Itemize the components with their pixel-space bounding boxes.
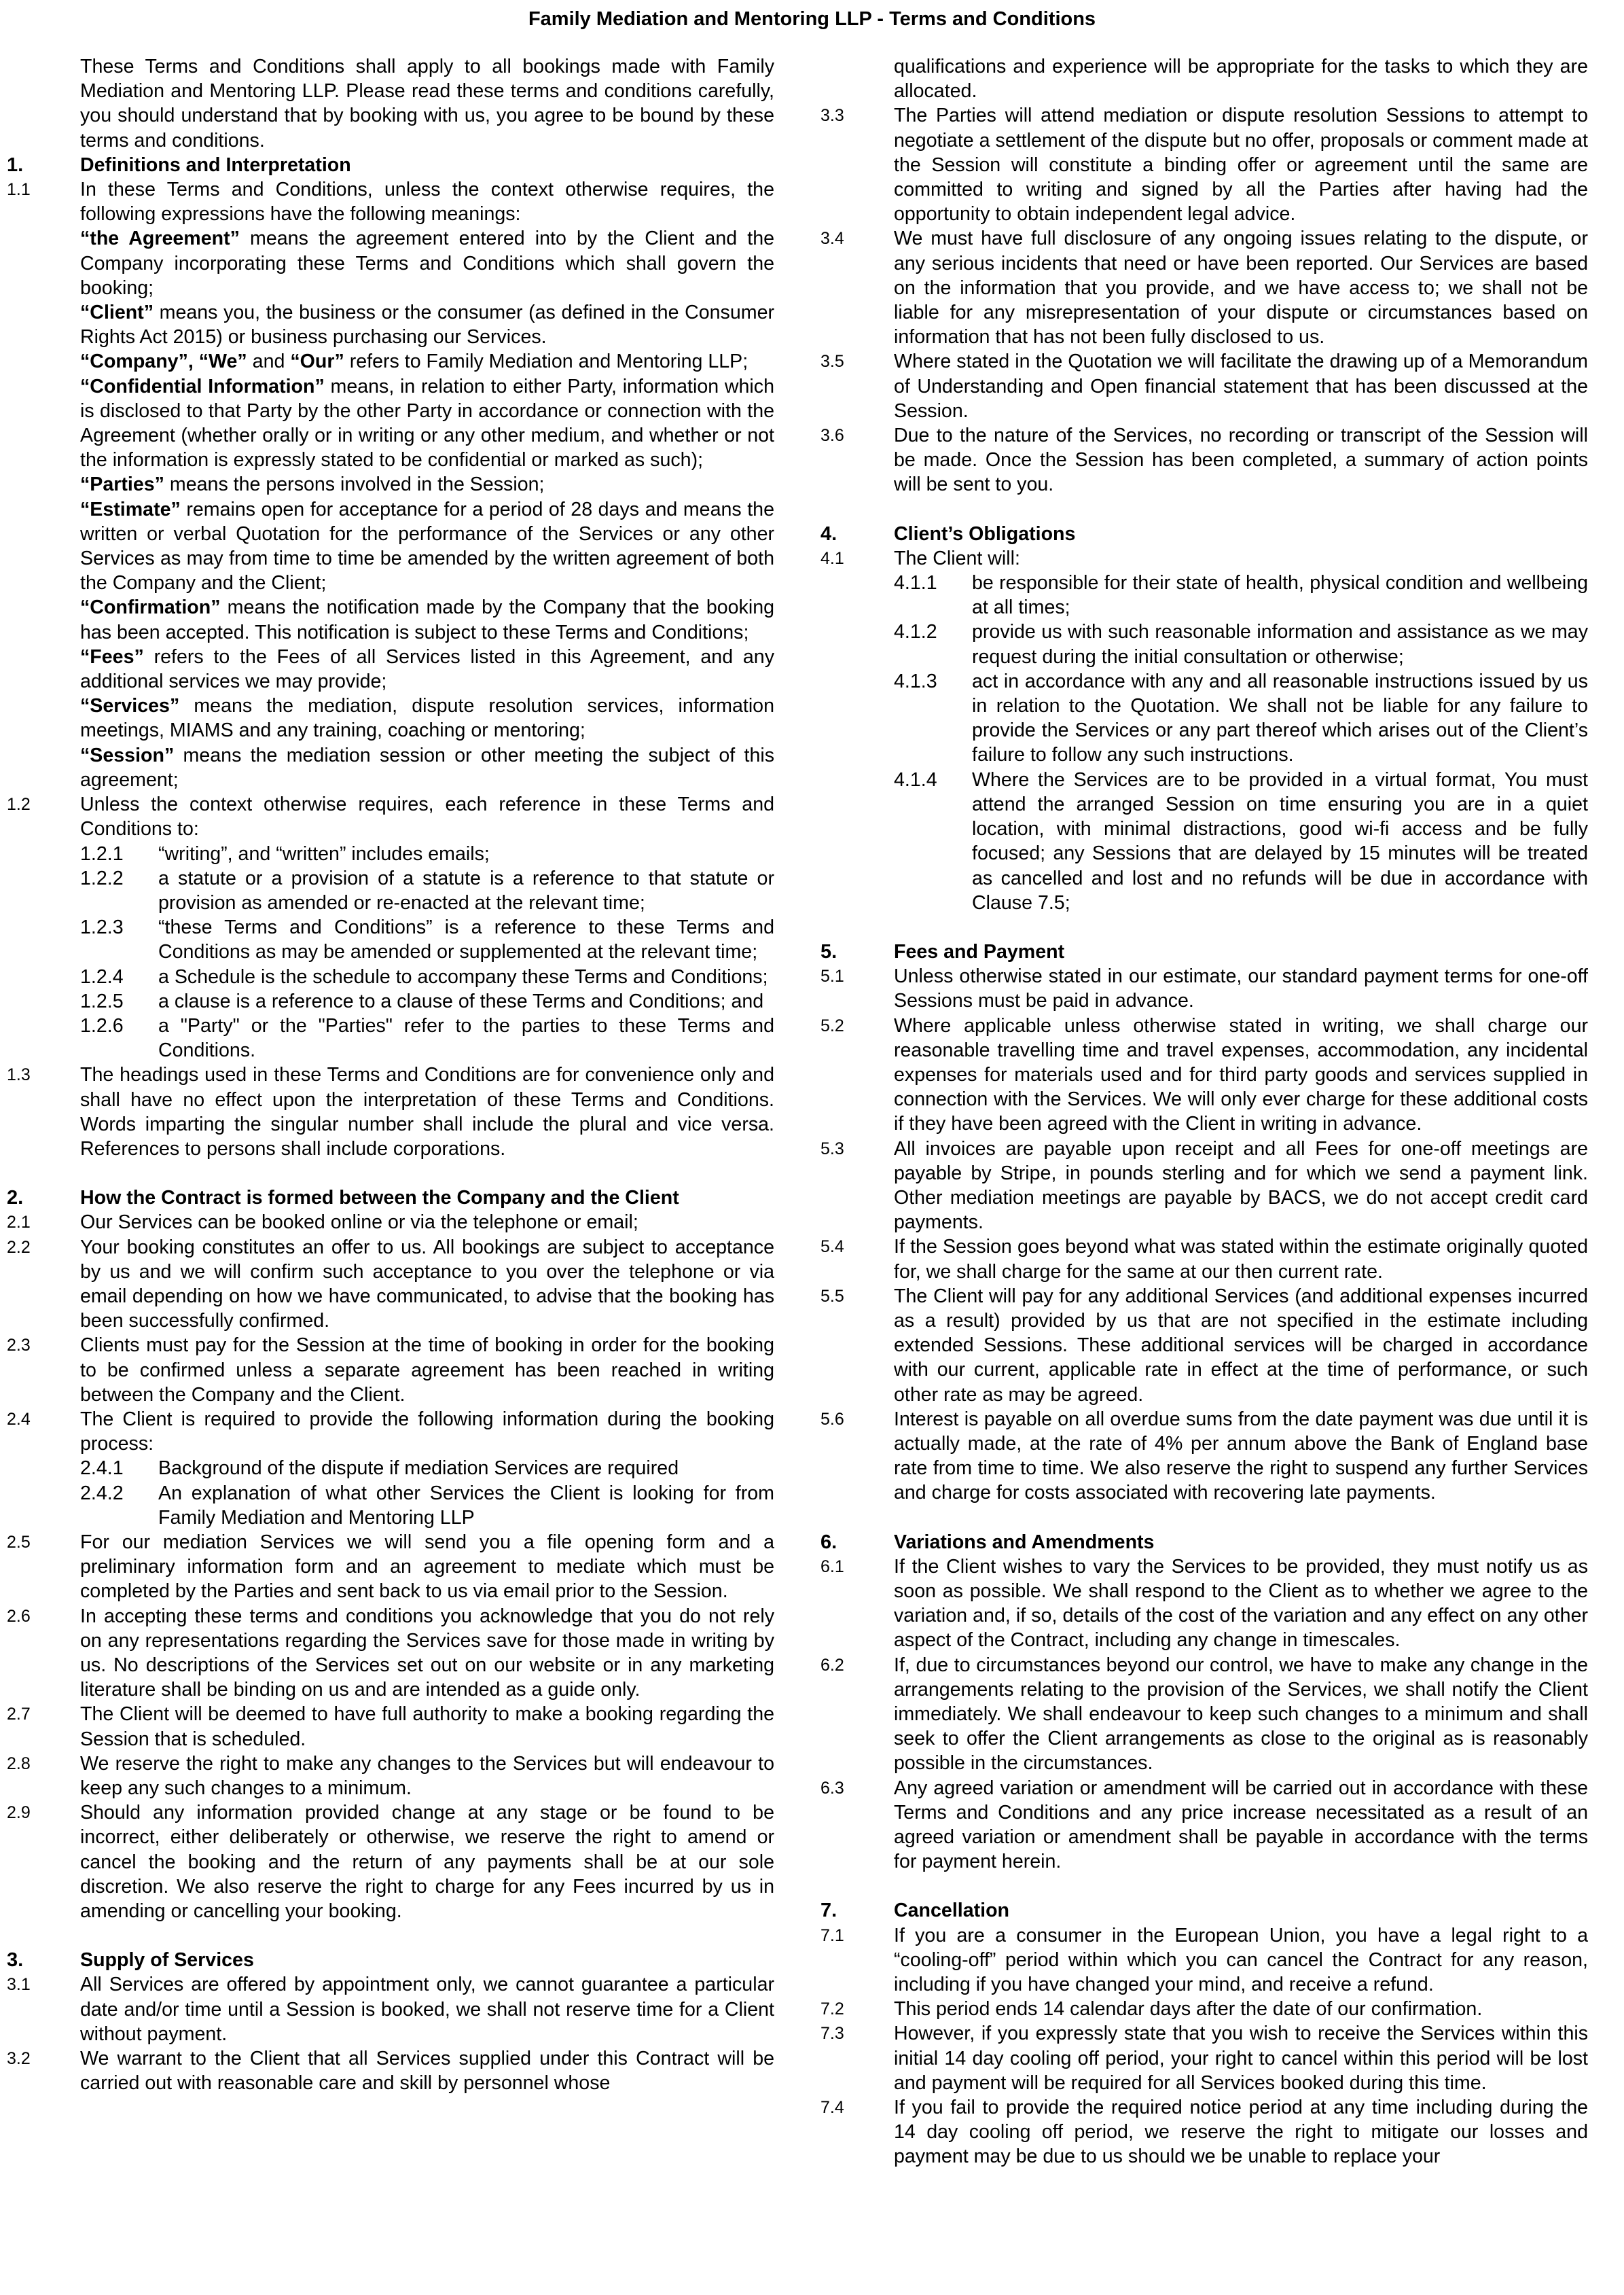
- clause-text: For our mediation Services we will send you a file opening form and a preliminary information form and an agreement to mediate which must be completed by the Parties and sent back to us via email prior to the Session.: [80, 1531, 774, 1603]
- clause-5-5: [820, 1284, 1588, 1407]
- definition-text: refers to the Fees of all Services listed in this Agreement, and any additional services we may provide;: [80, 645, 774, 693]
- subclause-text: a Schedule is the schedule to accompany these Terms and Conditions;: [158, 965, 768, 988]
- clause-text: If you are a consumer in the European Union, you have a legal right to a “cooling-off” period within which you can cancel the Contract for any reason, including if you have changed your mind, and receive a refund.: [894, 1924, 1588, 1996]
- definition-text: means the agreement entered into by the Client and the Company incorporating these Terms and Conditions which shall govern the booking;: [80, 228, 775, 299]
- subclause-number: 2.4.2: [80, 1482, 124, 1504]
- subclause-4-1-4: [894, 768, 1588, 915]
- definition-term: “Our”: [290, 351, 344, 373]
- clause-text: The Client will be deemed to have full authority to make a booking regarding the Session that is scheduled.: [80, 1703, 774, 1750]
- definition-term: “Services”: [80, 695, 180, 717]
- subclause-text: Background of the dispute if mediation Services are required: [158, 1457, 679, 1480]
- clause-text: However, if you expressly state that you wish to receive the Services within this initial 14 day cooling off period, your right to cancel within this period will be lost and payment will be required for all Services booked during this time.: [894, 2023, 1588, 2094]
- clause-text: If the Session goes beyond what was stated within the estimate originally quoted for, we shall charge for the same at our then current rate.: [894, 1236, 1588, 1283]
- clause-number: 6.1: [820, 1556, 844, 1576]
- clause-text: The Client will pay for any additional Services (and additional expenses incurred as a result) provided by us that are not specified in the estimate including extended Sessions. These additional services will be charged in accordance with our current, applicable rate in effect at the time of performance, or such other rate as may be agreed.: [894, 1285, 1588, 1406]
- clause-2-4-sublist: [80, 1456, 774, 1530]
- clause-2-6: [7, 1604, 774, 1703]
- clause-5-1: [820, 964, 1588, 1013]
- clause-number: 2.4: [7, 1409, 31, 1429]
- subclause-text: a statute or a provision of a statute is a reference to that statute or provision as amended or re-enacted at the relevant time;: [158, 867, 774, 914]
- definition-term: “Client”: [80, 302, 154, 324]
- subclause-2-4-2: [80, 1481, 774, 1530]
- section-heading-7: 7. Cancellation: [820, 1900, 1010, 1922]
- definition-item: [80, 595, 774, 644]
- definition-item: [80, 226, 774, 300]
- clause-number: 2.6: [7, 1606, 31, 1626]
- clause-text: Should any information provided change at any stage or be found to be incorrect, either deliberately or otherwise, we reserve the right to amend or cancel the booking and the return of any payments shall be at our sole discretion. We also reserve the right to charge for any Fees incurred by us in amending or cancelling your booking.: [80, 1802, 774, 1923]
- intro-paragraph: These Terms and Conditions shall apply to all bookings made with Family Mediation and Mentoring LLP. Please read these terms and conditions carefully, you should understand that by booking with us, you agree to be bound by these terms and conditions.: [80, 56, 774, 152]
- section-heading-6: 6. Variations and Amendments: [820, 1531, 1155, 1553]
- clause-number: 2.3: [7, 1336, 31, 1355]
- clause-7-2: [820, 1997, 1588, 2021]
- clause-number: 3.3: [820, 106, 844, 126]
- section-heading-2: 2. How the Contract is formed between the Company and the Client: [7, 1187, 679, 1209]
- section-2-clauses: [7, 1210, 774, 1456]
- clause-5-3: [820, 1137, 1588, 1235]
- definition-item: [80, 694, 774, 743]
- subclause-1-2-2: [80, 866, 774, 915]
- clause-number: 3.6: [820, 426, 844, 446]
- clause-text: In accepting these terms and conditions you acknowledge that you do not rely on any representations regarding the Services save for those made in writing by us. No descriptions of the Services set out on our website or in any marketing literature shall be binding on us and are intended as a guide only.: [80, 1605, 774, 1701]
- clause-2-4: [7, 1407, 774, 1456]
- clause-number: 2.2: [7, 1237, 31, 1257]
- clause-text: All invoices are payable upon receipt and all Fees for one-off meetings are payable by Stripe, in pounds sterling and for which we send a payment link. Other mediation meetings are payable by BACS, we do not accept credit card payments.: [894, 1137, 1588, 1234]
- subclause-text: “writing”, and “written” includes emails;: [158, 842, 490, 865]
- definition-text: means the mediation, dispute resolution services, information meetings, MIAMS and any training, coaching or mentoring;: [80, 695, 774, 742]
- definition-text: means the mediation session or other meeting the subject of this agreement;: [80, 744, 774, 791]
- clause-text: Interest is payable on all overdue sums from the date payment was due until it is actually made, at the rate of 4% per annum above the Bank of England base rate from time to time. We also reserve the right to suspend any further Services and charge for costs associated with recovering late payments.: [894, 1408, 1588, 1504]
- clause-3-5: [820, 349, 1588, 423]
- section-6-clauses: [820, 1554, 1588, 1874]
- clause-7-1: [820, 1923, 1588, 1997]
- subclause-text: provide us with such reasonable information and assistance as we may request during the initial consultation or otherwise;: [972, 621, 1588, 668]
- clause-number: 2.1: [7, 1213, 31, 1232]
- clause-text: Our Services can be booked online or via the telephone or email;: [80, 1211, 638, 1234]
- clause-6-1: [820, 1554, 1588, 1653]
- clause-7-4: [820, 2095, 1588, 2169]
- subclause-1-2-6: [80, 1014, 774, 1063]
- definition-text: means you, the business or the consumer (as defined in the Consumer Rights Act 2015) or business purchasing our Services.: [80, 302, 774, 349]
- section-heading-4: 4. Client’s Obligations: [820, 522, 1076, 545]
- clause-number: 6.2: [820, 1655, 844, 1675]
- subclause-number: 1.2.1: [80, 842, 124, 865]
- subclause-text: “these Terms and Conditions” is a reference to these Terms and Conditions as may be amended or supplemented at the relevant time;: [158, 917, 774, 963]
- clause-2-9: [7, 1800, 774, 1923]
- clause-3-2-continued: qualifications and experience will be appropriate for the tasks to which they are allocated.: [894, 56, 1588, 103]
- clause-5-6: [820, 1407, 1588, 1506]
- clause-2-8: [7, 1751, 774, 1800]
- definition-item: [80, 645, 774, 694]
- subclause-number: 4.1.1: [894, 572, 937, 594]
- definition-term: “the Agreement”: [80, 228, 240, 250]
- clause-text: Clients must pay for the Session at the time of booking in order for the booking to be confirmed unless a separate agreement has been reached in writing between the Company and the Client.: [80, 1334, 774, 1406]
- clause-text: We must have full disclosure of any ongoing issues relating to the dispute, or any serious incidents that need or have been reported. Our Services are based on the information that you provide, and we have access to; we shall not be liable for any misrepresentation of your dispute or circumstances based on information that has not been fully disclosed to us.: [894, 228, 1588, 349]
- definition-text: means the persons involved in the Session;: [164, 474, 545, 496]
- definition-term: “Fees”: [80, 645, 144, 668]
- clause-number: 7.4: [820, 2098, 844, 2118]
- clause-text: Where stated in the Quotation we will facilitate the drawing up of a Memorandum of Understanding and Open financial statement that has been discussed at the Session.: [894, 351, 1588, 422]
- clause-6-3: [820, 1776, 1588, 1874]
- clause-6-2: [820, 1653, 1588, 1776]
- clause-4-1-sublist: [894, 571, 1588, 915]
- subclause-number: 4.1.2: [894, 621, 937, 643]
- definition-text: means the notification made by the Company that the booking has been accepted. This notification is subject to these Terms and Conditions;: [80, 597, 774, 643]
- clause-number: 2.7: [7, 1705, 31, 1724]
- right-column: [820, 54, 1588, 2169]
- subclause-number: 2.4.1: [80, 1457, 124, 1480]
- section-2-clauses-continued: [7, 1530, 774, 1923]
- clause-number: 5.2: [820, 1016, 844, 1035]
- section-3-clauses-continued: [820, 103, 1588, 497]
- definition-item: [80, 300, 774, 349]
- definition-item: [80, 472, 774, 497]
- section-5-clauses: [820, 964, 1588, 1505]
- definition-item: [80, 374, 774, 473]
- section-3-clauses: [7, 1972, 774, 2095]
- definition-term: “Confidential Information”: [80, 375, 325, 397]
- clause-number: 2.5: [7, 1532, 31, 1552]
- clause-text: The Parties will attend mediation or dispute resolution Sessions to attempt to negotiate a settlement of the dispute but no offer, proposals or comment made at the Session will constitute a binding offer or agreement until the same are committed to writing and signed by all the Parties after having had the opportunity to obtain independent legal advice.: [894, 105, 1588, 226]
- subclause-number: 1.2.3: [80, 917, 124, 939]
- clause-1-1: 1.1 In these Terms and Conditions, unless the context otherwise requires, the following expressions have the following meanings:: [7, 179, 774, 226]
- section-heading-5: 5. Fees and Payment: [820, 940, 1065, 963]
- clause-text: If the Client wishes to vary the Services to be provided, they must notify us as soon as possible. We shall respond to the Client as to whether we agree to the variation and, if so, details of the cost of the variation and any effect on any other aspect of the Contract, including any change in timescales.: [894, 1555, 1588, 1652]
- definition-connector: and: [247, 351, 291, 373]
- clause-4-1: 4.1 The Client will:: [820, 547, 1020, 569]
- definition-item: [80, 349, 774, 374]
- clause-number: 5.6: [820, 1409, 844, 1429]
- subclause-1-2-1: [80, 842, 774, 866]
- clause-3-2: [7, 2046, 774, 2095]
- clause-text: Where applicable unless otherwise stated in writing, we shall charge our reasonable travelling time and travel expenses, accommodation, any incidental expenses for materials used and for third party goods and services supplied in connection with the Services. We will only ever charge for these additional costs if they have been agreed with the Client in writing in advance.: [894, 1014, 1588, 1135]
- clause-text: Any agreed variation or amendment will be carried out in accordance with these Terms and Conditions and any price increase necessitated as a result of an agreed variation or amendment shall be payable in accordance with the terms for payment herein.: [894, 1777, 1588, 1873]
- clause-number: 7.1: [820, 1925, 844, 1945]
- definition-term: “Confirmation”: [80, 597, 221, 619]
- subclause-text: be responsible for their state of health, physical condition and wellbeing at all times;: [972, 572, 1588, 619]
- definition-item: [80, 743, 774, 792]
- section-heading-3: 3. Supply of Services: [7, 1949, 254, 1972]
- section-7-clauses: [820, 1923, 1588, 2169]
- subclause-text: act in accordance with any and all reasonable instructions issued by us in relation to the Quotation. We shall not be liable for any failure to provide the Services or any part thereof which arises out of the Client’s failure to follow any such instructions.: [972, 670, 1588, 766]
- clause-number: 6.3: [820, 1778, 844, 1798]
- clause-text: The Client is required to provide the following information during the booking process:: [80, 1408, 774, 1455]
- clause-1-2: 1.2 Unless the context otherwise requires, each reference in these Terms and Conditions to:: [7, 794, 774, 840]
- clause-2-2: [7, 1235, 774, 1334]
- subclause-4-1-3: [894, 669, 1588, 768]
- left-column: [7, 54, 775, 2095]
- clause-text: Due to the nature of the Services, no recording or transcript of the Session will be made. Once the Session has been completed, a summary of action points will be sent to you.: [894, 425, 1588, 496]
- clause-number: 7.3: [820, 2024, 844, 2044]
- clause-5-2: [820, 1014, 1588, 1137]
- clause-3-4: [820, 226, 1588, 349]
- definition-term: “Company”, “We”: [80, 351, 247, 373]
- subclause-text: An explanation of what other Services the Client is looking for from Family Mediation and Mentoring LLP: [158, 1482, 774, 1529]
- subclause-2-4-1: [80, 1456, 774, 1480]
- clause-2-1: [7, 1210, 774, 1234]
- definitions-list: [80, 226, 774, 792]
- clause-number: 5.5: [820, 1286, 844, 1306]
- subclause-text: a "Party" or the "Parties" refer to the parties to these Terms and Conditions.: [158, 1014, 774, 1062]
- clause-3-3: [820, 103, 1588, 226]
- subclause-number: 4.1.3: [894, 670, 937, 692]
- clause-number: 5.4: [820, 1237, 844, 1257]
- subclause-4-1-1: [894, 571, 1588, 620]
- clause-text: Unless otherwise stated in our estimate, our standard payment terms for one-off Sessions must be paid in advance.: [894, 965, 1588, 1012]
- clause-2-5: [7, 1530, 774, 1604]
- definition-term: “Estimate”: [80, 498, 181, 520]
- subclause-1-2-4: [80, 965, 774, 989]
- subclause-number: 1.2.2: [80, 867, 124, 889]
- document-title: Family Mediation and Mentoring LLP - Terms and Conditions: [528, 8, 1096, 30]
- definition-term: “Session”: [80, 744, 175, 766]
- clause-2-7: [7, 1702, 774, 1751]
- clause-text: This period ends 14 calendar days after the date of our confirmation.: [894, 1998, 1483, 2021]
- subclause-number: 1.2.4: [80, 965, 124, 988]
- clause-number: 5.3: [820, 1139, 844, 1158]
- definition-text: refers to Family Mediation and Mentoring LLP;: [344, 351, 748, 373]
- clause-number: 3.5: [820, 352, 844, 372]
- clause-number: 5.1: [820, 967, 844, 986]
- definition-term: “Parties”: [80, 474, 164, 496]
- subclause-number: 4.1.4: [894, 768, 937, 791]
- subclause-1-2-5: [80, 989, 774, 1014]
- clause-text: Your booking constitutes an offer to us. All bookings are subject to acceptance by us and we will confirm such acceptance to you over the telephone or via email depending on how we have communicated, to advise that the booking has been successfully confirmed.: [80, 1236, 774, 1332]
- clause-3-1: [7, 1972, 774, 2046]
- section-heading-1: 1. Definitions and Interpretation: [7, 154, 351, 176]
- clause-text: We warrant to the Client that all Services supplied under this Contract will be carried out with reasonable care and skill by personnel whose: [80, 2048, 774, 2095]
- subclause-4-1-2: [894, 620, 1588, 669]
- clause-text: We reserve the right to make any changes to the Services but will endeavour to keep any such changes to a minimum.: [80, 1752, 774, 1800]
- subclause-number: 1.2.6: [80, 1014, 124, 1037]
- clause-3-6: [820, 423, 1588, 497]
- clause-text: If, due to circumstances beyond our control, we have to make any change in the arrangements relating to the provision of the Services, we shall notify the Client immediately. We shall endeavour to keep such changes to a minimum and shall seek to offer the Client arrangements as close to the original as is reasonably possible in the circumstances.: [894, 1654, 1588, 1775]
- clause-number: 2.8: [7, 1754, 31, 1773]
- clause-number: 7.2: [820, 1999, 844, 2019]
- definition-text: remains open for acceptance for a period of 28 days and means the written or verbal Quotation for the performance of the Services or any other Services as may from time to time be amended by the written agreement of both the Company and the Client;: [80, 498, 774, 594]
- clause-number: 3.1: [7, 1975, 31, 1995]
- subclause-text: Where the Services are to be provided in a virtual format, You must attend the arranged Session on time ensuring you are in a quiet location, with minimal distractions, good wi-fi access and be fully focused; any Sessions that are delayed by 15 minutes will be treated as cancelled and lost and no refunds will be due in accordance with Clause 7.5;: [972, 768, 1588, 914]
- definition-item: [80, 497, 774, 596]
- clause-7-3: [820, 2021, 1588, 2095]
- definition-text: means, in relation to either Party, information which is disclosed to that Party by the other Party in accordance or connection with the Agreement (whether orally or in writing or any other medium, and whether or not the information is expressly stated to be confidential or marked as such);: [80, 375, 774, 472]
- clause-text: All Services are offered by appointment only, we cannot guarantee a particular date and/or time until a Session is booked, we shall not reserve time for a Client without payment.: [80, 1974, 774, 2045]
- clause-text: If you fail to provide the required notice period at any time including during the 14 day cooling off period, we reserve the right to mitigate our losses and payment may be due to us should we be unable to replace your: [894, 2097, 1588, 2168]
- clause-1-2-sublist: [80, 842, 774, 1063]
- clause-number: 3.2: [7, 2049, 31, 2069]
- clause-2-3: [7, 1333, 774, 1407]
- subclause-1-2-3: [80, 915, 774, 964]
- clause-5-4: [820, 1234, 1588, 1283]
- clause-number: 2.9: [7, 1803, 31, 1823]
- subclause-text: a clause is a reference to a clause of these Terms and Conditions; and: [158, 990, 764, 1012]
- subclause-number: 1.2.5: [80, 990, 124, 1012]
- clause-number: 3.4: [820, 229, 844, 249]
- clause-1-3: 1.3 The headings used in these Terms and Conditions are for convenience only and shall have no effect upon the interpretation of these Terms and Conditions. Words imparting the singular number shall include the plural and vice versa. References to persons shall include corporations.: [7, 1064, 774, 1160]
